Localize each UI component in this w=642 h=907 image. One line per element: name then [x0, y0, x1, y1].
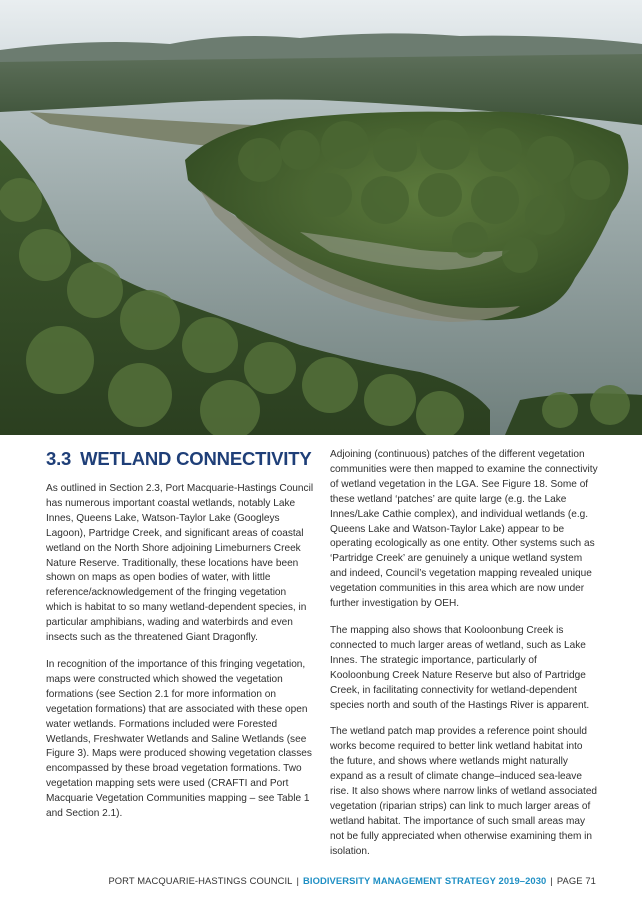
paragraph: The mapping also shows that Kooloonbung Creek is connected to much larger areas of wetland, such as Lake Innes. The strategic importance, particularly of Kooloonbung Creek Nature Reserve but also of Partridge Creek, in facilitating connectivity for wetland-dependent species north and south of the Hastings River is apparent. [330, 624, 590, 711]
paragraph: Adjoining (continuous) patches of the different vegetation communities were then mapped to examine the connectivity of wetland vegetation in the LGA. See Figure 18. Some of these wetland ‘patches’ are quite large (e.g. the Lake Innes/Lake Cathie complex), and individual wetlands (e.g. Queens Lake and Watson-Taylor Lake) appear to be operating ecologically as one entity. Other systems such as ‘Partridge Creek’ are genuinely a unique wetland system and indeed, Council’s vegetation mapping revealed unique vegetation communities in this area which are now under further investigation by OEH. [330, 449, 598, 610]
section-heading [46, 448, 311, 470]
paragraph: As outlined in Section 2.3, Port Macquarie-Hastings Council has numerous important coastal wetlands, notably Lake Innes, Queens Lake, Watson-Taylor Lake (Googleys Lagoon), Partridge Creek, and significant areas of coastal wetland on the North Shore adjoining Limeburners Creek Nature Reserve. Traditionally, these locations have been shown on maps as open bodies of water, with little reference/acknowledgement of the fringing vegetation which is habitat to so many wetland-dependent species, in particular amphibians, wading and waterbirds and even insects such as the threatened Giant Dragonfly. [46, 483, 314, 644]
footer-page-number: PAGE 71 [556, 875, 596, 886]
right-column [330, 448, 598, 872]
paragraph: In recognition of the importance of this fringing vegetation, maps were constructed which showed the vegetation formations (see Section 2.1 for more information on vegetation formations) that are associated with these open water wetlands. Formations included were Forested Wetlands, Freshwater Wetlands and Saline Wetlands (see Figure 3). Maps were produced showing vegetation classes encompassed by these broad vegetation formations. Two vegetation mapping sets were used (CRAFTI and Port Macquarie Vegetation Communities mapping – see Table 1 and Section 2.1). [46, 658, 312, 820]
footer-separator: | [296, 875, 300, 886]
section-number: 3.3 [46, 448, 72, 469]
footer-council: PORT MACQUARIE-HASTINGS COUNCIL [108, 875, 293, 886]
left-column [46, 482, 314, 834]
wetland-aerial-photo [0, 0, 642, 435]
page-footer [108, 875, 596, 886]
section-title: WETLAND CONNECTIVITY [80, 448, 312, 469]
footer-strategy: BIODIVERSITY MANAGEMENT STRATEGY 2019–2030 [303, 875, 547, 886]
paragraph: The wetland patch map provides a reference point should works become required to better link wetland habitat into the future, and shows where wetlands might naturally expand as a result of climate change–induced sea-leave rise. It also shows where narrow links of wetland associated vegetation (riparian strips) can link to much larger areas of wetland habitat. The importance of such small areas may not be fully appreciated when otherwise examining them in isolation. [330, 726, 598, 857]
footer-separator: | [550, 875, 553, 886]
